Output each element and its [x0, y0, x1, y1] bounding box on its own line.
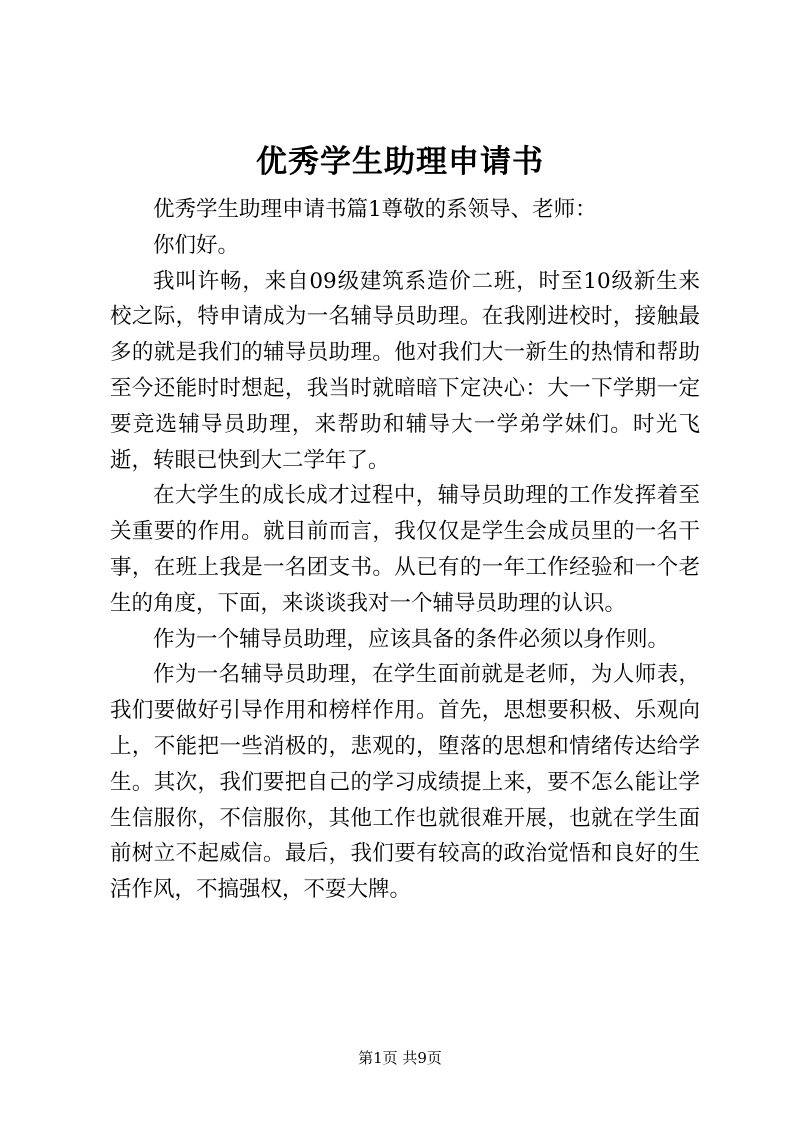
paragraph-role-importance: 在大学生的成长成才过程中，辅导员助理的工作发挥着至关重要的作用。就目前而言，我仅仅是学生会成员里的一名干事，在班上我是一名团支书。从已有的一年工作经验和一个老生的角度，下面，来谈谈我对一个辅导员助理的认识。: [110, 483, 700, 616]
paragraph-role-model: 作为一名辅导员助理，在学生面前就是老师，为人师表，我们要做好引导作用和榜样作用。首先，思想要积极、乐观向上，不能把一些消极的，悲观的，堕落的思想和情绪传达给学生。其次，我们要把自己的学习成绩提上来，要不怎么能让学生信服你，不信服你，其他工作也就很难开展，也就在学生面前树立不起威信。最后，我们要有较高的政治觉悟和良好的生活作风，不搞强权，不耍大牌。: [110, 662, 700, 903]
paragraph-greeting: 你们好。: [153, 232, 240, 258]
document-body: [110, 192, 700, 908]
paragraph-conditions: 作为一个辅导员助理，应该具备的条件必须以身作则。: [153, 626, 670, 652]
document-title: 优秀学生助理申请书: [256, 144, 544, 180]
page-footer: 第1页 共9页: [358, 1049, 442, 1067]
paragraph-introduction: 我叫许畅，来自09级建筑系造价二班，时至10级新生来校之际，特申请成为一名辅导员助理。在我刚进校时，接触最多的就是我们的辅导员助理。他对我们大一新生的热情和帮助至今还能时时想起，我当时就暗暗下定决心：大一下学期一定要竞选辅导员助理，来帮助和辅导大一学弟学妹们。时光飞逝，转眼已快到大二学年了。: [110, 268, 700, 473]
paragraph-salutation: 优秀学生助理申请书篇1尊敬的系领导、老师：: [153, 197, 597, 222]
